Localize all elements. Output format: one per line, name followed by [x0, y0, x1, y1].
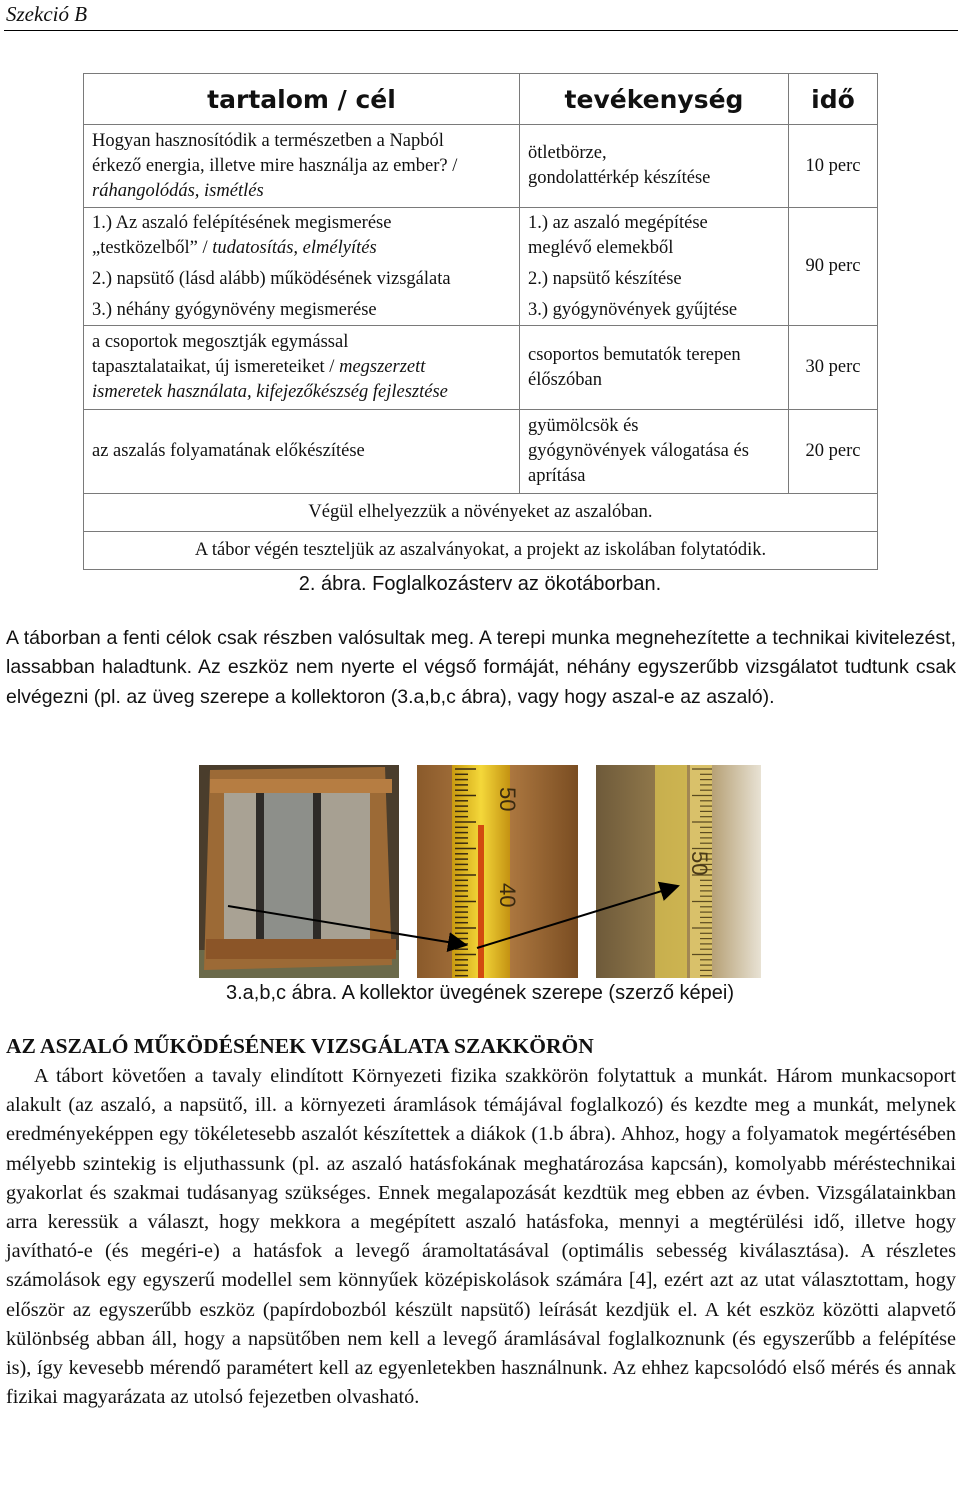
row3-activity: [520, 326, 789, 410]
figure-2-caption: 2. ábra. Foglalkozásterv az ökotáborban.: [298, 573, 662, 595]
row4-activity-line: gyógynövények válogatása és: [528, 441, 749, 461]
table-row: [84, 208, 878, 326]
table-footer-1: Végül elhelyezzük a növényeket az aszalóban.: [84, 494, 878, 532]
row2-content-line: „testközelből” / tudatosítás, elmélyítés: [92, 237, 377, 258]
row1-content: [84, 125, 520, 208]
paragraph-study-circle: A tábort követően a tavaly elindított Környezeti fizika szakkörön folytattuk a munkát. Három munkacsoport alakult (az aszaló, a napsütő, ill. a környezeti áramlások témájával foglalkozó) és kezdte meg a munkát, melynek eredményeképpen egy tökéletesebb aszalót készítettek a diákok (1.b ábra). Ahhoz, hogy a folyamatok megértésében mélyebb szintekig is eljuthassunk (pl. az aszaló hatásfokának meghatározása kapcsán), komolyabb méréstechnikai gyakorlat és szakmai tudásanyag szükséges. Ennek megalapozását kezdtük meg ebben az évben. Vizsgálatainkban arra keressük a választ, hogy mekkora a megépített aszaló hatásfoka, mennyi a megtérülési idő, illetve hogy javítható-e (és megéri-e) a hatásfok a levegő áramoltatásával (optimális sebesség kiválasztása). A részletes számolások egy egyszerű modellel sem könnyűek középiskolások számára [4], ezért azt az utat választottam, hogy először az egyszerűbb eszköz (papírdobozból készült napsütő) leírását kezdjük el. A két eszköz közötti alapvető különbség abban áll, hogy a napsütőben nem kell a levegő áramlásával foglalkoznunk (és egyszerűbb a felépítése is), így kevesebb mérendő paramétert kell az egyenletekben használnunk. Az ehhez kapcsolódó első mérés és annak fizikai magyarázata az utolsó fejezetben olvasható.: [6, 1065, 956, 1409]
row1-time: 10 perc: [789, 125, 878, 208]
row2-activity-line: 1.) az aszaló megépítése: [528, 212, 708, 233]
row3-content: [84, 326, 520, 410]
row3-activity-line: csoportos bemutatók terepen: [528, 344, 741, 365]
table-row: [84, 326, 878, 410]
row4-activity-line: aprítása: [528, 466, 586, 486]
row2-activity-line: 2.) napsütő készítése: [528, 268, 682, 289]
row4-content: az aszalás folyamatának előkészítése: [84, 410, 520, 494]
row2-content-line: 2.) napsütő (lásd alább) működésének vizsgálata: [92, 268, 451, 289]
figure-3-caption: [0, 982, 960, 1005]
table-footer-2: A tábor végén teszteljük az aszalványokat, a projekt az iskolában folytatódik.: [84, 532, 878, 570]
row2-activity-line: meglévő elemekből: [528, 237, 674, 258]
page-header: [4, 0, 958, 31]
row2-content: [84, 208, 520, 326]
table-header-row: [84, 74, 878, 125]
collector-glass-figure: [0, 765, 960, 980]
row3-content-line: tapasztalataikat, új ismereteiket / megszerzett: [92, 357, 426, 377]
row3-content-line: a csoportok megosztják egymással: [92, 332, 349, 352]
row3-content-line: ismeretek használata, kifejezőkészség fejlesztése: [92, 382, 448, 402]
row1-content-line: érkező energia, illetve mire használja az ember? /: [92, 155, 458, 176]
section-label: Szekció B: [6, 2, 88, 26]
thermometer-c-label-50: 50: [687, 851, 712, 876]
photo-thermometer-b: [417, 765, 578, 978]
row3-time: 30 perc: [789, 326, 878, 410]
row1-content-line: ráhangolódás, ismétlés: [92, 180, 264, 201]
figure-3-caption-label: 3.a,b,c ábra.: [225, 982, 338, 1004]
row4-activity-line: gyümölcsök és: [528, 416, 639, 436]
header-time: idő: [789, 74, 878, 125]
table-footer-row: [84, 494, 878, 532]
table-footer-row: [84, 532, 878, 570]
row3-activity-line: élőszóban: [528, 369, 602, 390]
table-row: [84, 125, 878, 208]
row4-time: 20 perc: [789, 410, 878, 494]
paragraph-camp-results: A táborban a fenti célok csak részben valósultak meg. A terepi munka megnehezítette a technikai kivitelezést, lassabban haladtunk. Az eszköz nem nyerte el végső formáját, néhány egyszerűbb vizsgálatot tudtunk csak elvégezni (pl. az üveg szerepe a kollektoron (3.a,b,c ábra), vagy hogy aszal-e az aszaló).: [6, 627, 956, 708]
thermometer-b-label-50: 50: [495, 787, 520, 812]
photo-thermometer-c: [596, 765, 761, 978]
header-activity: tevékenység: [520, 74, 789, 125]
thermometer-b-label-40: 40: [495, 883, 520, 908]
row1-activity-line: gondolattérkép készítése: [528, 168, 711, 188]
row2-content-line: 3.) néhány gyógynövény megismerése: [92, 299, 377, 320]
row2-activity-line: 3.) gyógynövények gyűjtése: [528, 299, 738, 320]
header-content: tartalom / cél: [84, 74, 520, 125]
row1-content-line: Hogyan hasznosítódik a természetben a Napból: [92, 130, 444, 151]
table-row: [84, 410, 878, 494]
photo-collector: [199, 765, 399, 978]
figure-3-caption-text: A kollektor üvegének szerepe (szerző képei): [337, 982, 735, 1004]
row2-time: 90 perc: [789, 208, 878, 326]
row1-activity-line: ötletbörze,: [528, 143, 607, 163]
activity-plan-table: [83, 73, 878, 570]
row4-activity: [520, 410, 789, 494]
section-title: AZ ASZALÓ MŰKÖDÉSÉNEK VIZSGÁLATA SZAKKÖRÖN: [6, 1034, 594, 1058]
row2-activity: [520, 208, 789, 326]
row2-content-line: 1.) Az aszaló felépítésének megismerése: [92, 212, 392, 233]
row1-activity: [520, 125, 789, 208]
